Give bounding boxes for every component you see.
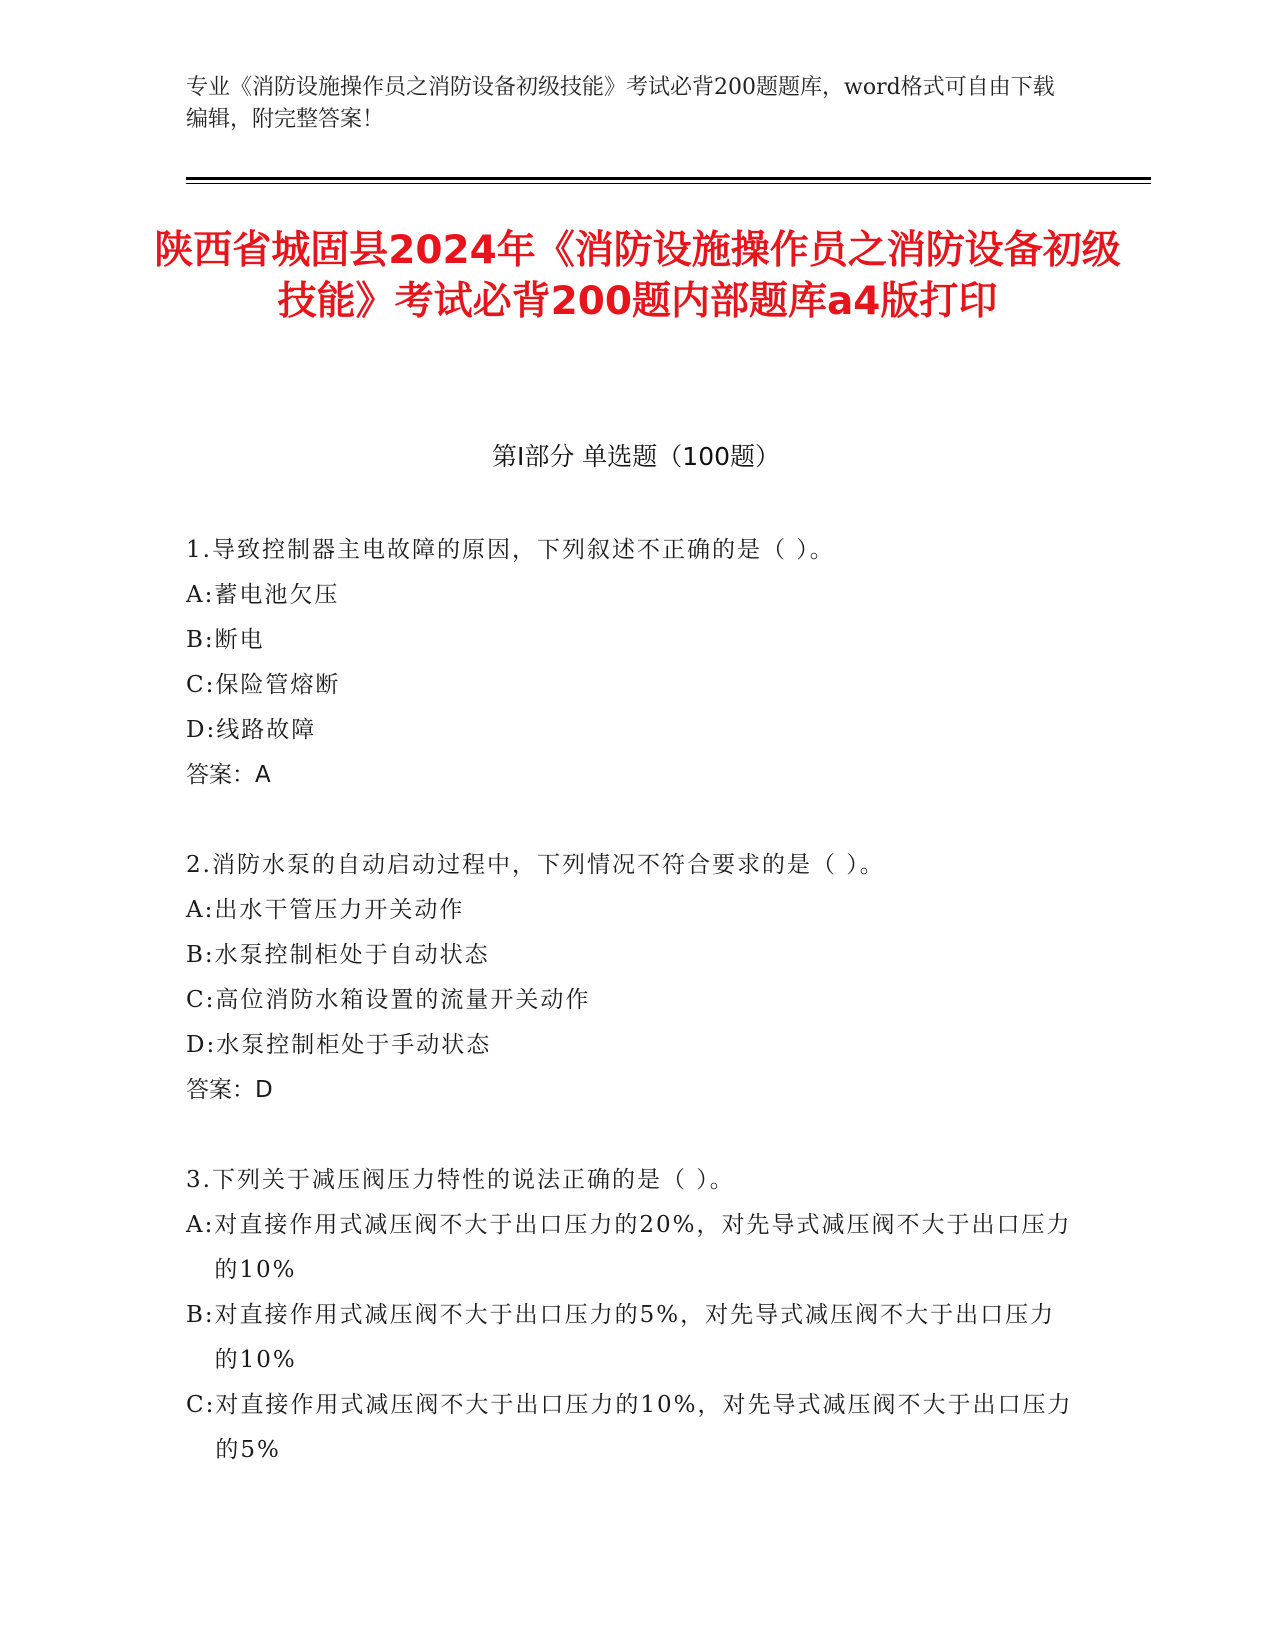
option-c	[186, 1383, 1076, 1473]
option-label: C:	[186, 1392, 216, 1418]
question-stem: 3.下列关于减压阀压力特性的说法正确的是（ ）。	[186, 1167, 735, 1193]
section-heading: 第I部分 单选题（100题）	[491, 442, 781, 471]
option-a	[186, 888, 1076, 933]
question-stem: 2.消防水泵的自动启动过程中，下列情况不符合要求的是（ ）。	[186, 852, 885, 878]
answer-prefix: 答案：	[186, 1077, 255, 1103]
option-label: A:	[186, 582, 215, 608]
option-label: D:	[186, 717, 217, 743]
option-d	[186, 1023, 1076, 1068]
option-label: D:	[186, 1032, 217, 1058]
option-label: A:	[186, 897, 215, 923]
intro-text: 专业《消防设施操作员之消防设备初级技能》考试必背200题题库，word格式可自由下载编辑，附完整答案！	[186, 75, 1055, 132]
document-title: 陕西省城固县2024年《消防设施操作员之消防设备初级技能》考试必背200题内部题库a4版打印	[154, 228, 1121, 324]
option-text: 高位消防水箱设置的流量开关动作	[215, 987, 591, 1013]
option-c	[186, 978, 1076, 1023]
answer-line	[186, 1068, 1076, 1113]
option-text: 对直接作用式减压阀不大于出口压力的10%，对先导式减压阀不大于出口压力的5%	[215, 1392, 1073, 1463]
question-stem: 1.导致控制器主电故障的原因，下列叙述不正确的是（ ）。	[186, 537, 835, 563]
option-c	[186, 663, 1076, 708]
header-divider-thin	[186, 183, 1151, 184]
header-divider-thick	[186, 177, 1151, 180]
option-d	[186, 708, 1076, 753]
option-text: 线路故障	[216, 717, 317, 743]
option-text: 水泵控制柜处于自动状态	[214, 942, 490, 968]
option-label: C:	[186, 672, 216, 698]
answer-value: A	[255, 762, 271, 788]
option-a	[186, 573, 1076, 618]
question-3	[186, 1158, 1076, 1473]
answer-prefix: 答案：	[186, 762, 255, 788]
option-text: 对直接作用式减压阀不大于出口压力的5%，对先导式减压阀不大于出口压力的10%	[214, 1302, 1056, 1373]
option-label: B:	[186, 627, 215, 653]
option-text: 保险管熔断	[215, 672, 341, 698]
option-text: 断电	[214, 627, 265, 653]
option-b	[186, 618, 1076, 663]
option-a	[186, 1203, 1076, 1293]
option-label: C:	[186, 987, 216, 1013]
option-text: 水泵控制柜处于手动状态	[216, 1032, 492, 1058]
answer-value: D	[255, 1077, 273, 1103]
question-2	[186, 843, 1076, 1113]
question-list	[186, 528, 1076, 1518]
question-1	[186, 528, 1076, 798]
option-text: 出水干管压力开关动作	[214, 897, 465, 923]
answer-line	[186, 753, 1076, 798]
option-b	[186, 1293, 1076, 1383]
option-label: B:	[186, 942, 215, 968]
option-text: 蓄电池欠压	[214, 582, 340, 608]
option-label: B:	[186, 1302, 215, 1328]
option-text: 对直接作用式减压阀不大于出口压力的20%，对先导式减压阀不大于出口压力的10%	[214, 1212, 1072, 1283]
option-b	[186, 933, 1076, 978]
option-label: A:	[186, 1212, 215, 1238]
